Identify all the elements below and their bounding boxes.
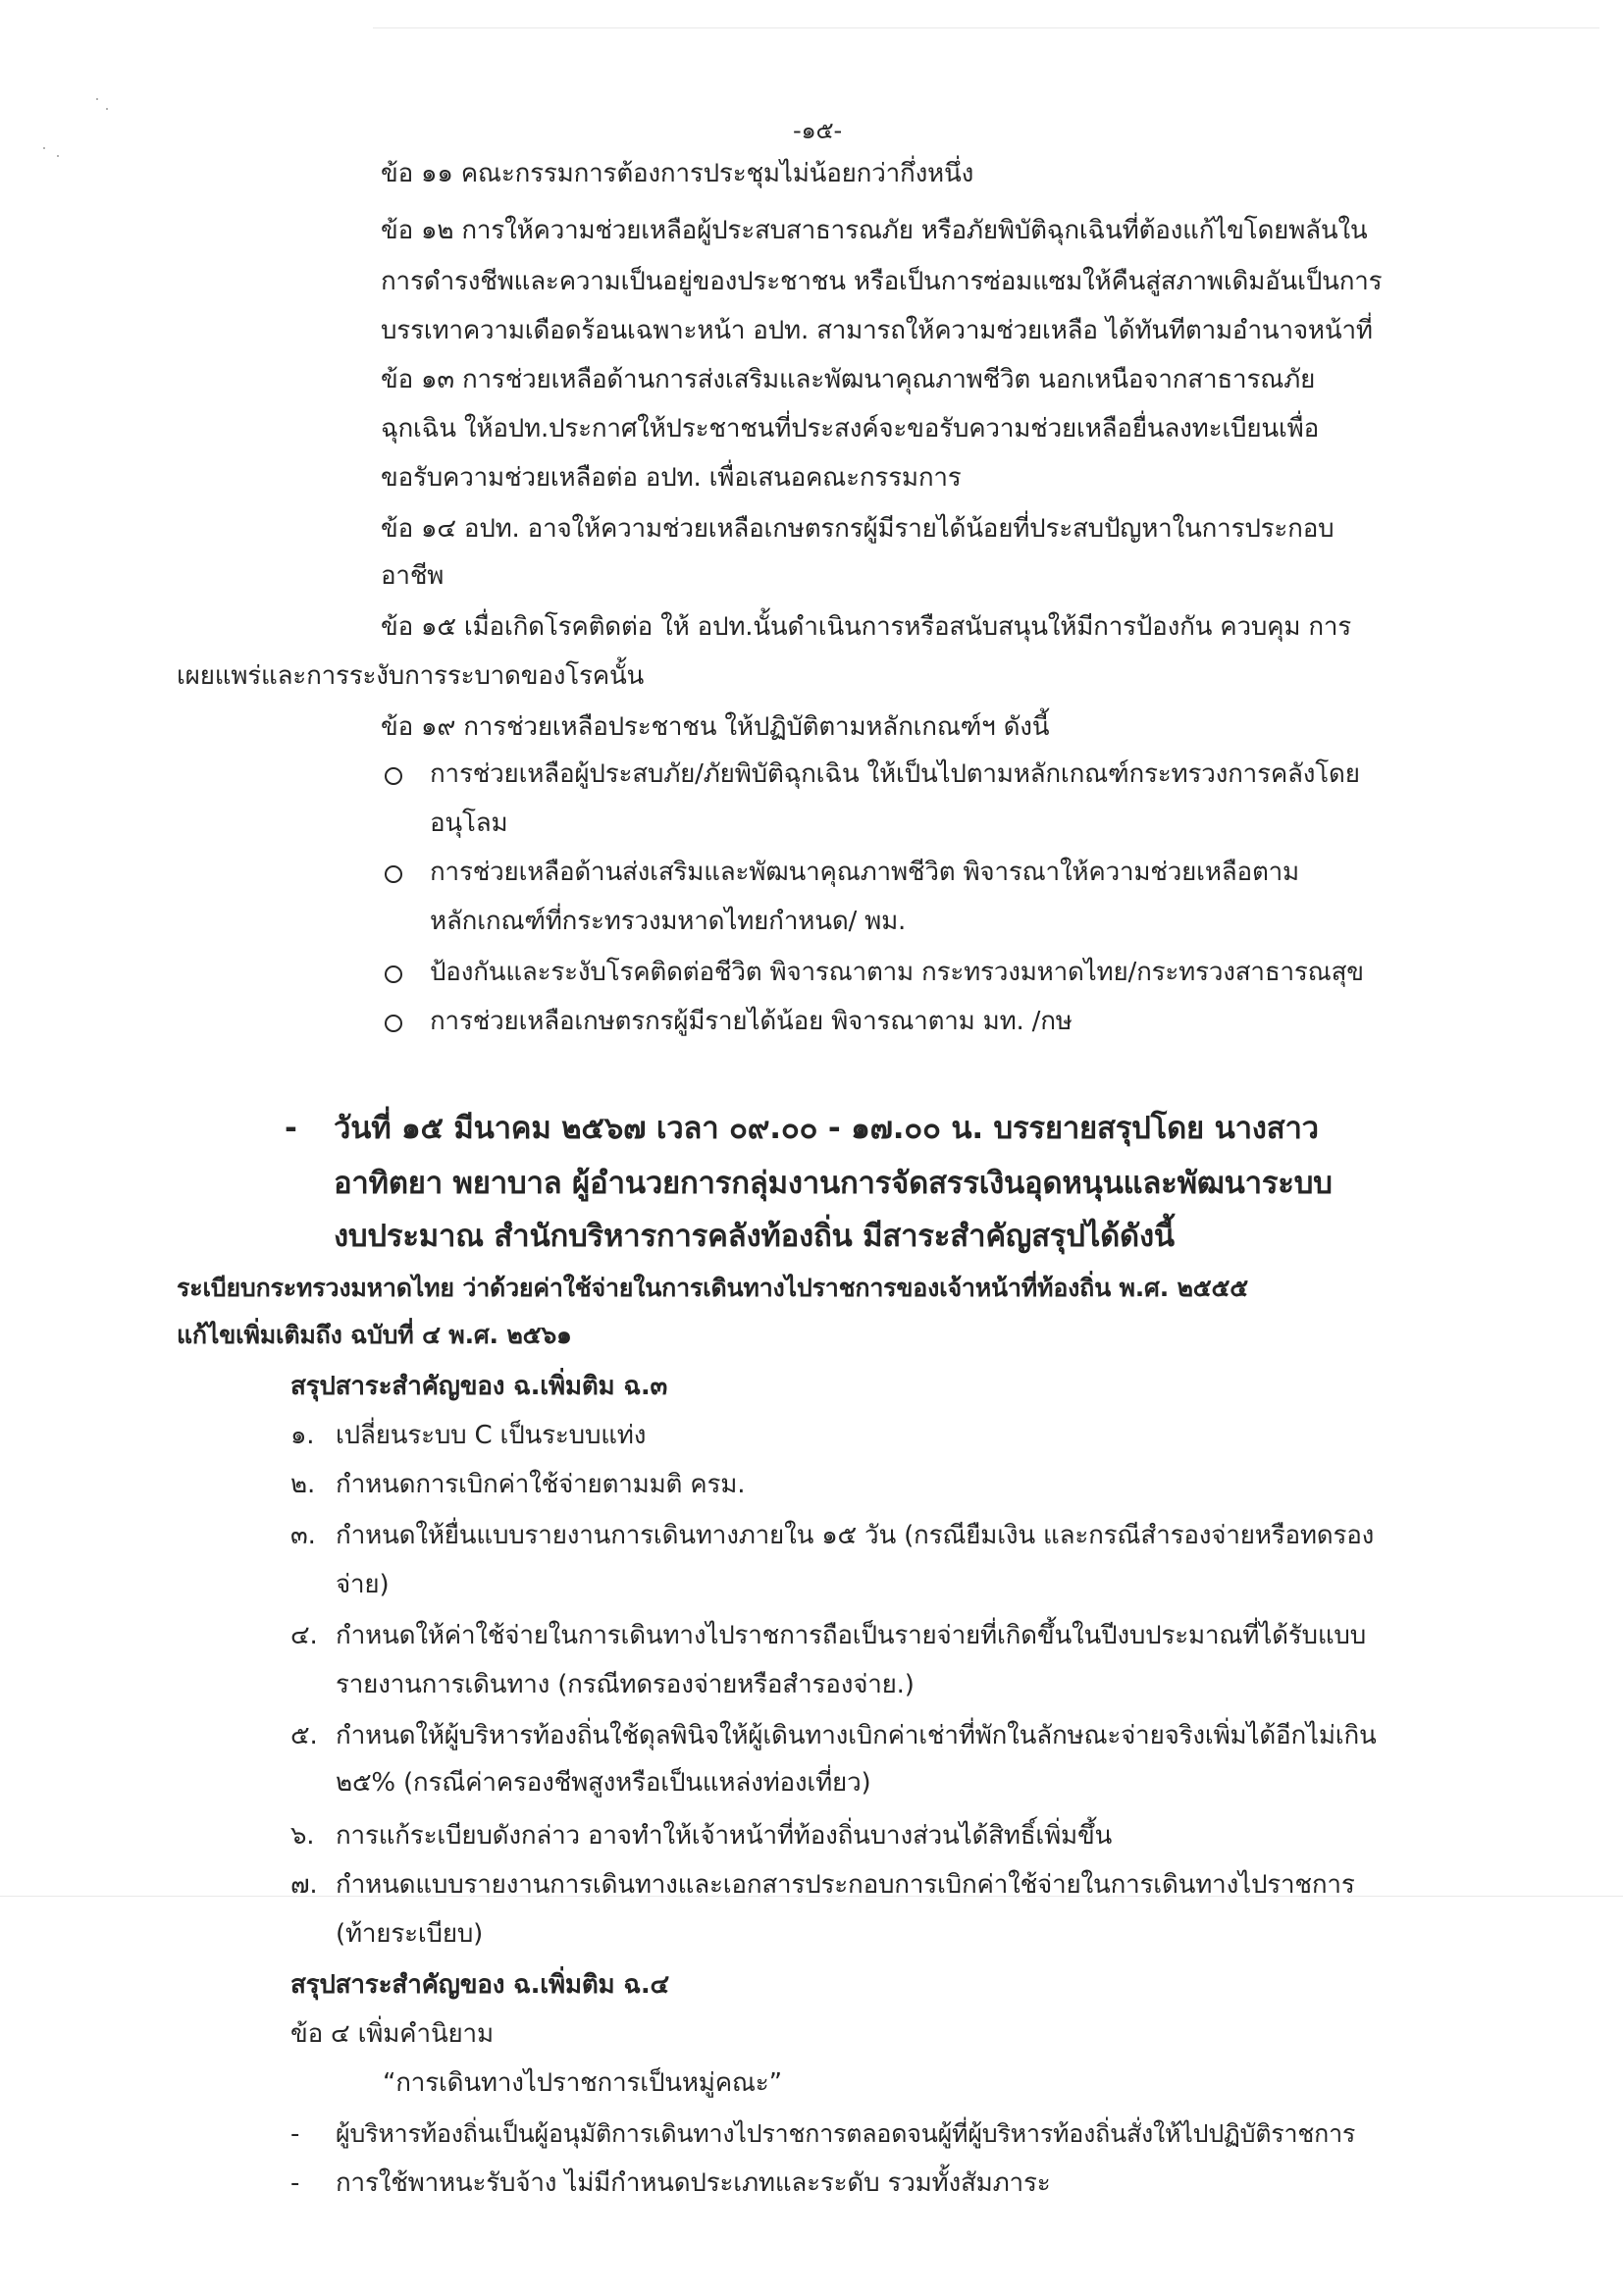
clause-line: เผยแพร่และการระงับการระบาดของโรคนั้น bbox=[177, 661, 645, 691]
bullet-line: อนุโลม bbox=[430, 809, 508, 838]
list-item: กำหนดให้ผู้บริหารท้องถิ่นใช้ดุลพินิจให้ผู้เดินทางเบิกค่าเช่าที่พักในลักษณะจ่ายจริงเพิ่มได้อีกไม่เกิน bbox=[336, 1721, 1377, 1750]
summary3-heading: สรุปสาระสำคัญของ ฉ.เพิ่มติม ฉ.๓ bbox=[290, 1372, 668, 1401]
circle-bullet-icon bbox=[385, 767, 402, 785]
list-number: ๗. bbox=[290, 1870, 318, 1900]
list-item: การแก้ระเบียบดังกล่าว อาจทำให้เจ้าหน้าที่ท้องถิ่นบางส่วนได้สิทธิ์เพิ่มขึ้น bbox=[336, 1821, 1113, 1851]
session-dash: - bbox=[285, 1111, 297, 1146]
summary4-heading: สรุปสาระสำคัญของ ฉ.เพิ่มติม ฉ.๔ bbox=[290, 1970, 669, 2000]
scan-speck bbox=[43, 147, 45, 149]
bullet-line: หลักเกณฑ์ที่กระทรวงมหาดไทยกำหนด/ พม. bbox=[430, 907, 907, 936]
bullet-line: การช่วยเหลือด้านส่งเสริมและพัฒนาคุณภาพชีวิต พิจารณาให้ความช่วยเหลือตาม bbox=[430, 858, 1299, 887]
clause-line: ข้อ ๑๙ การช่วยเหลือประชาชน ให้ปฏิบัติตามหลักเกณฑ์ฯ ดังนี้ bbox=[381, 712, 1050, 742]
circle-bullet-icon bbox=[385, 865, 402, 883]
clause-line: ข้อ ๑๔ อปท. อาจให้ความช่วยเหลือเกษตรกรผู้มีรายได้น้อยที่ประสบปัญหาในการประกอบ bbox=[381, 514, 1335, 544]
dash-item: ผู้บริหารท้องถิ่นเป็นผู้อนุมัติการเดินทางไปราชการตลอดจนผู้ที่ผู้บริหารท้องถิ่นสั่งให้ไปปฏิบัติราชการ bbox=[336, 2119, 1356, 2148]
session-line: อาทิตยา พยาบาล ผู้อำนวยการกลุ่มงานการจัดสรรเงินอุดหนุนและพัฒนาระบบ bbox=[334, 1166, 1333, 1201]
clause-line: ข้อ ๑๑ คณะกรรมการต้องการประชุมไม่น้อยกว่ากึ่งหนึ่ง bbox=[381, 159, 974, 188]
regulation-title: ระเบียบกระทรวงมหาดไทย ว่าด้วยค่าใช้จ่ายในการเดินทางไปราชการของเจ้าหน้าที่ท้องถิ่น พ.ศ. ๒๕๕๕ bbox=[177, 1274, 1248, 1302]
list-item: กำหนดการเบิกค่าใช้จ่ายตามมติ ครม. bbox=[336, 1470, 746, 1499]
dash-marker: - bbox=[290, 2168, 300, 2198]
list-item: (ท้ายระเบียบ) bbox=[336, 1919, 484, 1949]
clause-line: อาชีพ bbox=[381, 561, 445, 591]
list-number: ๒. bbox=[290, 1470, 316, 1499]
bullet-line: ป้องกันและระงับโรคติดต่อชีวิต พิจารณาตาม กระทรวงมหาดไทย/กระทรวงสาธารณสุข bbox=[430, 958, 1364, 987]
scan-speck bbox=[106, 108, 108, 110]
bullet-line: การช่วยเหลือผู้ประสบภัย/ภัยพิบัติฉุกเฉิน ให้เป็นไปตามหลักเกณฑ์กระทรวงการคลังโดย bbox=[430, 759, 1360, 789]
clause-line: ข้อ ๑๓ การช่วยเหลือด้านการส่งเสริมและพัฒนาคุณภาพชีวิต นอกเหนือจากสาธารณภัย bbox=[381, 365, 1316, 394]
list-number: ๔. bbox=[290, 1621, 318, 1650]
clause-line: การดำรงชีพและความเป็นอยู่ของประชาชน หรือเป็นการซ่อมแซมให้คืนสู่สภาพเดิมอันเป็นการ bbox=[381, 267, 1383, 296]
list-item: รายงานการเดินทาง (กรณีทดรองจ่ายหรือสำรองจ่าย.) bbox=[336, 1670, 915, 1699]
circle-bullet-icon bbox=[385, 1015, 402, 1032]
list-item: กำหนดให้ค่าใช้จ่ายในการเดินทางไปราชการถือเป็นรายจ่ายที่เกิดขึ้นในปีงบประมาณที่ได้รับแบบ bbox=[336, 1621, 1367, 1650]
clause-line: ขอรับความช่วยเหลือต่อ อปท. เพื่อเสนอคณะกรรมการ bbox=[381, 463, 962, 493]
list-item: จ่าย) bbox=[336, 1570, 390, 1599]
list-number: ๓. bbox=[290, 1521, 316, 1550]
scan-speck bbox=[57, 155, 59, 157]
list-number: ๖. bbox=[290, 1821, 315, 1851]
scan-speck bbox=[96, 98, 98, 100]
dash-marker: - bbox=[290, 2119, 300, 2149]
session-line: งบประมาณ สำนักบริหารการคลังท้องถิ่น มีสาระสำคัญสรุปได้ดังนี้ bbox=[334, 1219, 1175, 1254]
list-number: ๑. bbox=[290, 1421, 315, 1450]
scan-line-top bbox=[373, 27, 1599, 28]
clause-line: บรรเทาความเดือดร้อนเฉพาะหน้า อปท. สามารถให้ความช่วยเหลือ ได้ทันทีตามอำนาจหน้าที่ bbox=[381, 316, 1373, 345]
clause-line: ฉุกเฉิน ให้อปท.ประกาศให้ประชาชนที่ประสงค์จะขอรับความช่วยเหลือยื่นลงทะเบียนเพื่อ bbox=[381, 414, 1320, 444]
session-line: วันที่ ๑๕ มีนาคม ๒๕๖๗ เวลา ๐๙.๐๐ - ๑๗.๐๐ น. บรรยายสรุปโดย นางสาว bbox=[334, 1111, 1319, 1146]
definition-term: “การเดินทางไปราชการเป็นหมู่คณะ” bbox=[383, 2068, 782, 2098]
dash-item: การใช้พาหนะรับจ้าง ไม่มีกำหนดประเภทและระดับ รวมทั้งสัมภาระ bbox=[336, 2168, 1051, 2198]
list-item: ๒๕% (กรณีค่าครองชีพสูงหรือเป็นแหล่งท่องเที่ยว) bbox=[336, 1768, 871, 1798]
regulation-title: แก้ไขเพิ่มเติมถึง ฉบับที่ ๔ พ.ศ. ๒๕๖๑ bbox=[177, 1321, 572, 1349]
clause-line: ข้อ ๑๒ การให้ความช่วยเหลือผู้ประสบสาธารณภัย หรือภัยพิบัติฉุกเฉินที่ต้องแก้ไขโดยพลันใน bbox=[381, 216, 1368, 245]
bullet-line: การช่วยเหลือเกษตรกรผู้มีรายได้น้อย พิจารณาตาม มท. /กษ bbox=[430, 1007, 1073, 1036]
list-item: กำหนดแบบรายงานการเดินทางและเอกสารประกอบการเบิกค่าใช้จ่ายในการเดินทางไปราชการ bbox=[336, 1870, 1355, 1900]
summary4-clause: ข้อ ๔ เพิ่มคำนิยาม bbox=[290, 2019, 494, 2049]
circle-bullet-icon bbox=[385, 965, 402, 983]
list-item: เปลี่ยนระบบ C เป็นระบบแท่ง bbox=[336, 1421, 647, 1450]
list-item: กำหนดให้ยื่นแบบรายงานการเดินทางภายใน ๑๕ วัน (กรณียืมเงิน และกรณีสำรองจ่ายหรือทดรอง bbox=[336, 1521, 1375, 1550]
list-number: ๕. bbox=[290, 1721, 318, 1750]
page-number: -๑๕- bbox=[793, 117, 842, 144]
clause-line: ข้อ ๑๕ เมื่อเกิดโรคติดต่อ ให้ อปท.นั้นดำเนินการหรือสนับสนุนให้มีการป้องกัน ควบคุม การ bbox=[381, 612, 1352, 642]
